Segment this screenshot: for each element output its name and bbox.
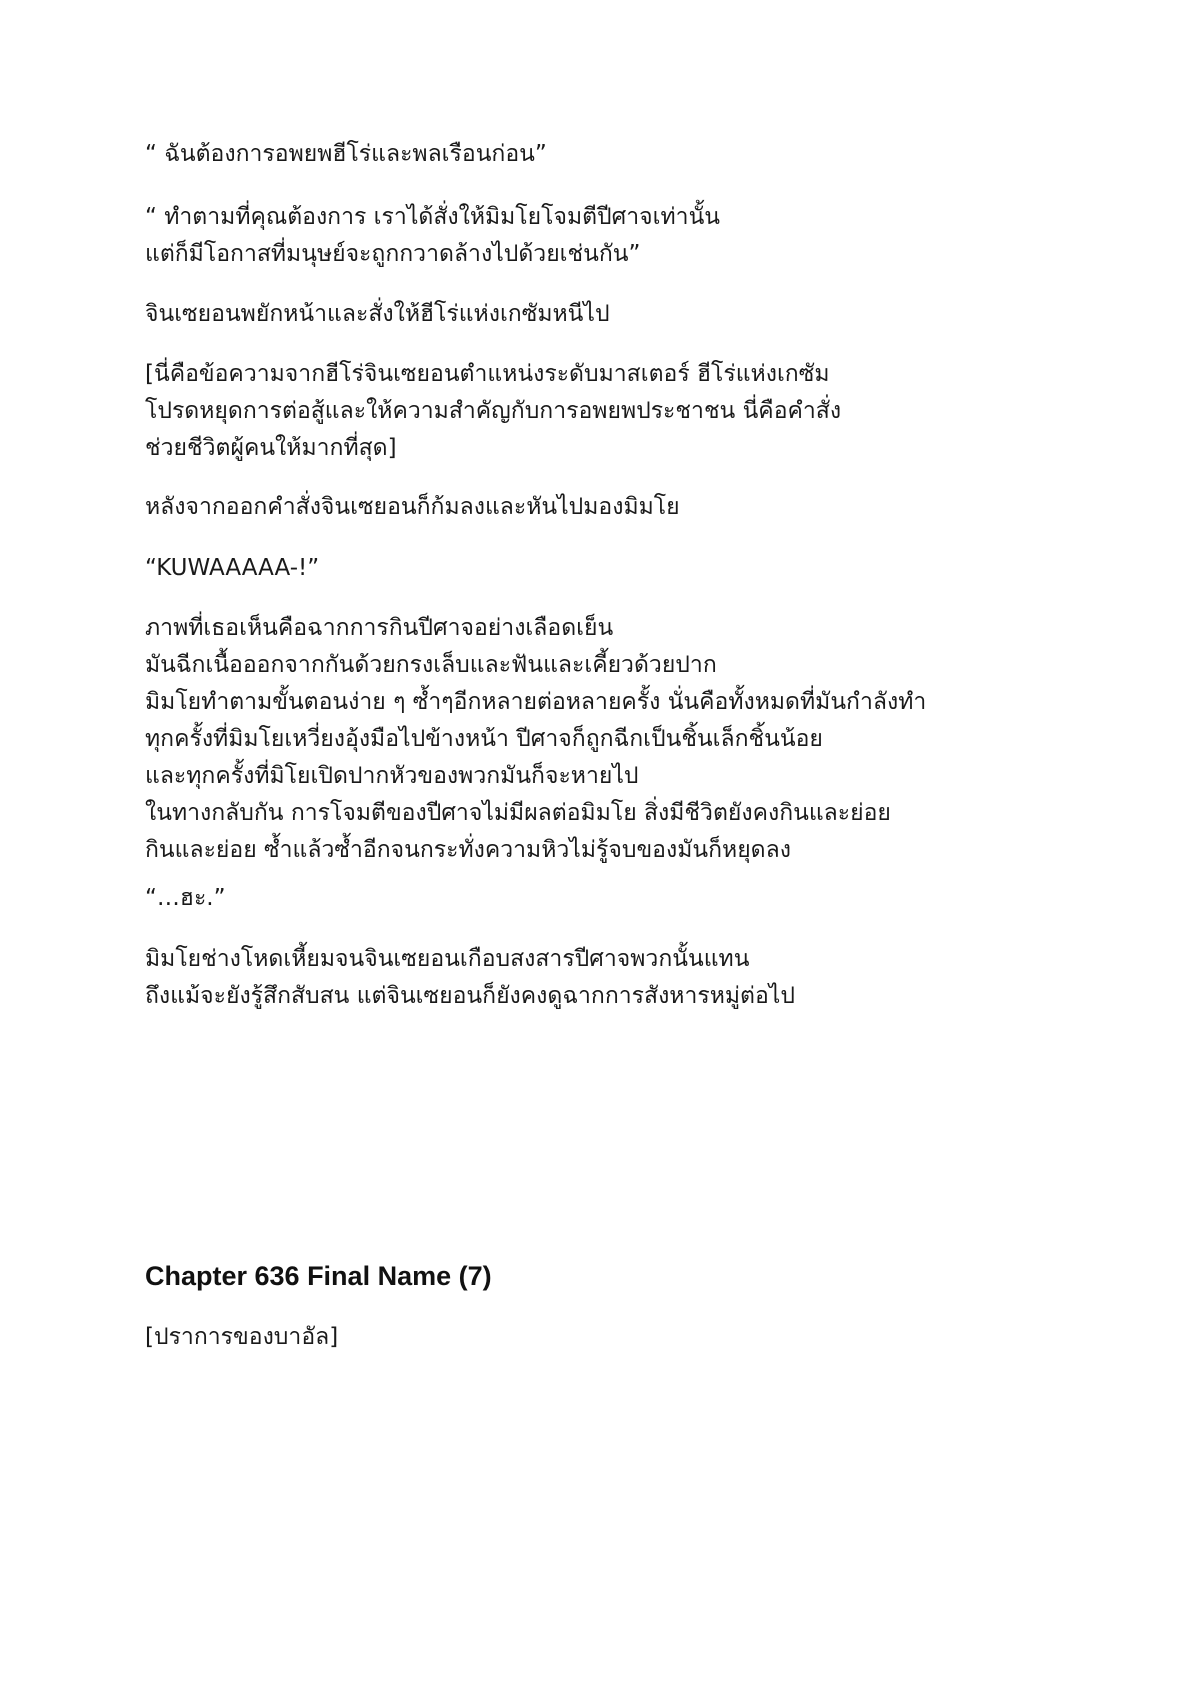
- text-line: และทุกครั้งที่มิโยเปิดปากหัวของพวกมันก็จะหายไป: [145, 763, 639, 789]
- text-line: ในทางกลับกัน การโจมตีของปีศาจไม่มีผลต่อมิมโย สิ่งมีชีวิตยังคงกินและย่อย: [145, 800, 891, 826]
- chapter-title: Chapter 636 Final Name (7): [145, 1261, 492, 1291]
- text-line: มิมโยทำตามขั้นตอนง่าย ๆ ซ้ำๆอีกหลายต่อหลายครั้ง นั่นคือทั้งหมดที่มันกำลังทำ: [145, 689, 927, 715]
- paragraph-4: [145, 356, 841, 467]
- text-line: โปรดหยุดการต่อสู้และให้ความสำคัญกับการอพยพประชาชน นี่คือคำสั่ง: [145, 398, 842, 424]
- text-line: ถึงแม้จะยังรู้สึกสับสน แต่จินเซยอนก็ยังคงดูฉากการสังหารหมู่ต่อไป: [145, 983, 795, 1009]
- text-line: “ ทำตามที่คุณต้องการ เราได้สั่งให้มิมโยโจมตีปีศาจเท่านั้น: [145, 204, 721, 230]
- text-line: แต่ก็มีโอกาสที่มนุษย์จะถูกกวาดล้างไปด้วยเช่นกัน”: [145, 241, 641, 267]
- text-line: มิมโยช่างโหดเหี้ยมจนจินเซยอนเกือบสงสารปีศาจพวกนั้นแทน: [145, 946, 750, 972]
- text-line: [ปราการของบาอัล]: [145, 1324, 339, 1350]
- text-line: ภาพที่เธอเห็นคือฉากการกินปีศาจอย่างเลือดเย็น: [145, 615, 614, 641]
- text-line: กินและย่อย ซ้ำแล้วซ้ำอีกจนกระทั่งความหิวไม่รู้จบของมันก็หยุดลง: [145, 837, 791, 863]
- paragraph-7: [145, 610, 926, 869]
- paragraph-9: [145, 941, 795, 1015]
- text-line: “ ฉันต้องการอพยพฮีโร่และพลเรือนก่อน”: [145, 141, 547, 167]
- text-line: จินเซยอนพยักหน้าและสั่งให้ฮีโร่แห่งเกซัมหนีไป: [145, 301, 610, 327]
- text-line: ทุกครั้งที่มิมโยเหวี่ยงอุ้งมือไปข้างหน้า ปีศาจก็ถูกฉีกเป็นชิ้นเล็กชิ้นน้อย: [145, 726, 823, 752]
- paragraph-5: [145, 489, 680, 526]
- text-line: “KUWAAAAA-!”: [145, 555, 320, 581]
- text-line: ช่วยชีวิตผู้คนให้มากที่สุด]: [145, 435, 397, 461]
- text-line: หลังจากออกคำสั่งจินเซยอนก็ก้มลงและหันไปมองมิมโย: [145, 494, 680, 520]
- paragraph-1: [145, 136, 547, 173]
- text-line: “…ฮะ.”: [145, 885, 226, 911]
- paragraph-6: [145, 550, 319, 587]
- chapter-subtitle: [145, 1319, 338, 1356]
- paragraph-2: [145, 199, 720, 273]
- paragraph-8: [145, 880, 226, 917]
- paragraph-3: [145, 296, 610, 333]
- text-line: [นี่คือข้อความจากฮีโร่จินเซยอนตำแหน่งระดับมาสเตอร์ ฮีโร่แห่งเกซัม: [145, 361, 830, 387]
- text-line: มันฉีกเนื้อออกจากกันด้วยกรงเล็บและฟันและเคี้ยวด้วยปาก: [145, 652, 717, 678]
